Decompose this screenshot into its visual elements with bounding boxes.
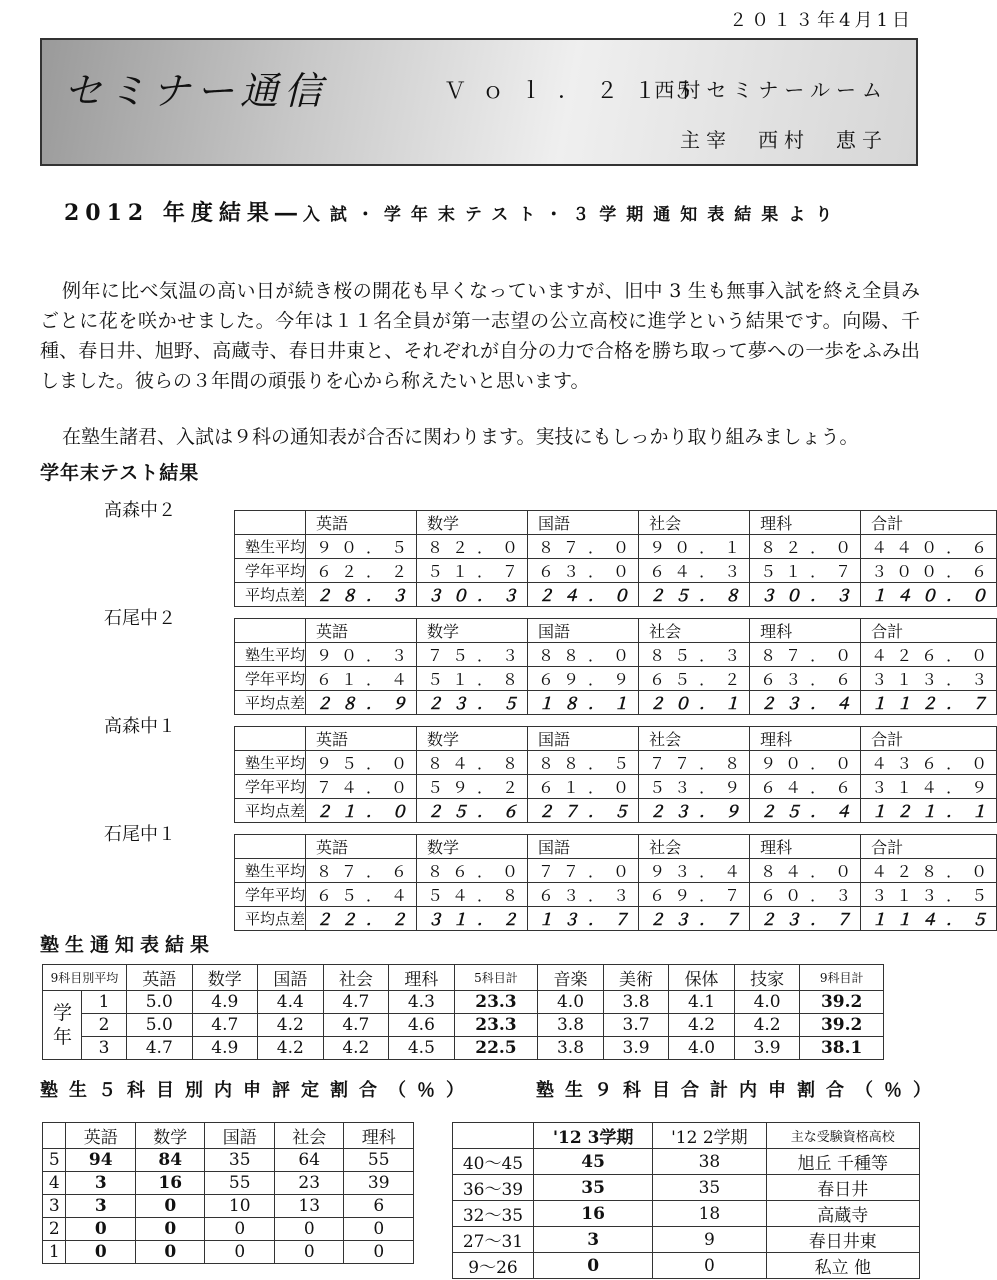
score-cell: ４３６．０	[861, 751, 997, 775]
report-cell: 4.2	[669, 1014, 735, 1037]
score-cell: ８５．３	[639, 643, 750, 667]
five-subject-cell: 39	[344, 1172, 414, 1195]
score-cell: ２８．９	[306, 691, 417, 715]
report-header: 5科目計	[454, 965, 538, 991]
score-cell: ４２６．０	[861, 643, 997, 667]
report-cell: 3.9	[603, 1037, 669, 1060]
score-cell: ６９．９	[528, 667, 639, 691]
report-cell: 4.2	[258, 1014, 324, 1037]
score-header: 社会	[639, 619, 750, 643]
term3-percent: 35	[534, 1175, 653, 1201]
report-header: 国語	[258, 965, 324, 991]
score-row	[235, 751, 997, 775]
five-header: 国語	[205, 1123, 275, 1149]
score-cell: ７７．８	[639, 751, 750, 775]
eligible-school: 高蔵寺	[766, 1201, 919, 1227]
five-subject-cell: 94	[66, 1149, 136, 1172]
score-cell: ６４．３	[639, 559, 750, 583]
score-cell: ３００．６	[861, 559, 997, 583]
chief-name: 主宰 西村 恵子	[680, 128, 888, 152]
score-cell: ６４．６	[750, 775, 861, 799]
score-row	[235, 799, 997, 823]
term2-percent: 35	[653, 1175, 766, 1201]
report-cell: 4.1	[669, 991, 735, 1014]
score-header: 国語	[528, 727, 639, 751]
five-subject-table	[42, 1122, 414, 1264]
score-header: 社会	[639, 835, 750, 859]
score-range: 32～35	[453, 1201, 534, 1227]
score-header: 数学	[417, 835, 528, 859]
five-header-corner	[43, 1123, 66, 1149]
nine-subject-header-row	[453, 1123, 920, 1149]
score-cell: ９０．０	[750, 751, 861, 775]
heading-sub: 入試・学年末テスト・３学期通知表結果より	[302, 205, 843, 225]
score-cell: ８８．０	[528, 643, 639, 667]
report-cell: 4.2	[734, 1014, 800, 1037]
five-subject-cell: 16	[135, 1172, 205, 1195]
five-header: 社会	[274, 1123, 344, 1149]
newsletter-title: セミナー通信	[64, 69, 329, 113]
score-row-label: 平均点差	[235, 907, 306, 931]
report-cell: 23.3	[454, 991, 538, 1014]
five-subject-cell: 0	[344, 1218, 414, 1241]
score-cell: ３０．３	[417, 583, 528, 607]
score-cell: ７５．３	[417, 643, 528, 667]
report-cell: 22.5	[454, 1037, 538, 1060]
term2-percent: 0	[653, 1253, 766, 1279]
five-subject-cell: 0	[344, 1241, 414, 1264]
report-header-row	[43, 965, 884, 991]
score-cell: ３１３．３	[861, 667, 997, 691]
score-cell: ９０．３	[306, 643, 417, 667]
score-cell: ８７．０	[528, 535, 639, 559]
score-range: 40～45	[453, 1149, 534, 1175]
nine-header-term2: '12 2学期	[653, 1123, 766, 1149]
nine-subject-row	[453, 1201, 920, 1227]
score-cell: ２３．４	[750, 691, 861, 715]
score-cell: ６１．４	[306, 667, 417, 691]
score-row-label: 平均点差	[235, 583, 306, 607]
score-header: 理科	[750, 511, 861, 535]
five-subject-row	[43, 1195, 414, 1218]
intro-paragraph: 例年に比べ気温の高い日が続き桜の開花も早くなっていますが、旧中 3 生も無事入試を終え全員みごとに花を咲かせました。今年は１１名全員が第一志望の公立高校に進学という結果です。向陽、千種、春日井、旭野、高蔵寺、春日井東と、それぞれが自分の力で合格を勝ち取って夢への一歩をふみ出しました。彼らの３年間の頑張りを心から称えたいと思います。	[40, 280, 920, 392]
score-cell: ２５．４	[750, 799, 861, 823]
score-cell: ６３．６	[750, 667, 861, 691]
five-subject-row	[43, 1172, 414, 1195]
five-subject-cell: 3	[66, 1172, 136, 1195]
score-cell: ８８．５	[528, 751, 639, 775]
score-cell: ２５．６	[417, 799, 528, 823]
score-cell: ８４．８	[417, 751, 528, 775]
report-cell: 39.2	[800, 991, 884, 1014]
score-cell: ２３．７	[750, 907, 861, 931]
rating-score: 2	[43, 1218, 66, 1241]
notice-paragraph: 在塾生諸君、入試は９科の通知表が合否に関わります。実技にもしっかり取り組みましょう。	[62, 426, 859, 448]
score-row	[235, 583, 997, 607]
five-subject-cell: 55	[344, 1149, 414, 1172]
report-cell: 4.2	[323, 1037, 389, 1060]
term3-percent: 45	[534, 1149, 653, 1175]
nine-subject-title: 塾生９科目合計内申割合（％）	[536, 1080, 942, 1101]
score-header: 合計	[861, 511, 997, 535]
issue-date: ２０１３年4月1日	[729, 10, 914, 31]
rating-score: 5	[43, 1149, 66, 1172]
score-row	[235, 907, 997, 931]
score-cell: ５４．８	[417, 883, 528, 907]
score-row	[235, 691, 997, 715]
score-row	[235, 559, 997, 583]
report-cell: 5.0	[127, 1014, 193, 1037]
score-cell: ８４．０	[750, 859, 861, 883]
five-subject-cell: 6	[344, 1195, 414, 1218]
five-subject-cell: 0	[66, 1241, 136, 1264]
score-header: 英語	[306, 619, 417, 643]
score-row	[235, 883, 997, 907]
report-cell: 4.5	[389, 1037, 455, 1060]
five-subject-cell: 13	[274, 1195, 344, 1218]
five-subject-cell: 64	[274, 1149, 344, 1172]
score-cell: ８２．０	[750, 535, 861, 559]
report-cell: 4.7	[323, 991, 389, 1014]
report-header: 保体	[669, 965, 735, 991]
term3-percent: 0	[534, 1253, 653, 1279]
score-cell: ６５．４	[306, 883, 417, 907]
newsletter-banner	[40, 38, 918, 166]
rating-score: 1	[43, 1241, 66, 1264]
score-cell: ７７．０	[528, 859, 639, 883]
exam-score-table	[234, 726, 997, 823]
score-cell: １１４．５	[861, 907, 997, 931]
report-row	[43, 1037, 884, 1060]
score-header-row	[235, 835, 997, 859]
score-header: 英語	[306, 727, 417, 751]
score-cell: ８６．０	[417, 859, 528, 883]
report-cell: 39.2	[800, 1014, 884, 1037]
report-cell: 4.4	[258, 991, 324, 1014]
five-subject-header-row	[43, 1123, 414, 1149]
eligible-school: 旭丘 千種等	[766, 1149, 919, 1175]
report-cell: 5.0	[127, 991, 193, 1014]
five-subject-title: 塾生５科目別内申評定割合（％）	[40, 1080, 475, 1101]
school-name: 高森中２	[104, 500, 176, 521]
grade-number: 2	[82, 1014, 127, 1037]
five-header: 英語	[66, 1123, 136, 1149]
score-header-row	[235, 511, 997, 535]
score-cell: ２０．１	[639, 691, 750, 715]
five-subject-cell: 35	[205, 1149, 275, 1172]
score-cell: ５１．８	[417, 667, 528, 691]
report-header: 美術	[603, 965, 669, 991]
score-cell: ６３．０	[528, 559, 639, 583]
report-cell: 4.2	[258, 1037, 324, 1060]
five-subject-row	[43, 1149, 414, 1172]
score-row-label: 学年平均	[235, 883, 306, 907]
score-header: 国語	[528, 619, 639, 643]
score-header: 国語	[528, 835, 639, 859]
term2-percent: 18	[653, 1201, 766, 1227]
score-cell: ５３．９	[639, 775, 750, 799]
eligible-school: 私立 他	[766, 1253, 919, 1279]
five-subject-cell: 0	[274, 1241, 344, 1264]
grade-number: 1	[82, 991, 127, 1014]
score-cell: １３．７	[528, 907, 639, 931]
report-cell: 4.0	[669, 1037, 735, 1060]
score-header: 英語	[306, 835, 417, 859]
score-row-label: 塾生平均	[235, 751, 306, 775]
grade-number: 3	[82, 1037, 127, 1060]
score-row-label: 学年平均	[235, 775, 306, 799]
report-cell: 38.1	[800, 1037, 884, 1060]
score-cell: ５１．７	[417, 559, 528, 583]
five-subject-cell: 0	[135, 1218, 205, 1241]
score-header: 国語	[528, 511, 639, 535]
exam-score-table	[234, 618, 997, 715]
five-header: 理科	[344, 1123, 414, 1149]
score-cell: ６３．３	[528, 883, 639, 907]
report-cell: 4.7	[323, 1014, 389, 1037]
report-cell: 3.9	[734, 1037, 800, 1060]
report-header: 9科目計	[800, 965, 884, 991]
five-subject-cell: 3	[66, 1195, 136, 1218]
score-row	[235, 643, 997, 667]
report-header: 理科	[389, 965, 455, 991]
nine-header-schools: 主な受験資格高校	[766, 1123, 919, 1149]
rating-score: 3	[43, 1195, 66, 1218]
score-cell: ９３．４	[639, 859, 750, 883]
score-cell: ４２８．０	[861, 859, 997, 883]
score-cell: ５１．７	[750, 559, 861, 583]
term3-percent: 3	[534, 1227, 653, 1253]
grade-label-text: 学年	[53, 1002, 73, 1048]
score-row	[235, 775, 997, 799]
nine-subject-row	[453, 1149, 920, 1175]
score-cell: ２２．２	[306, 907, 417, 931]
score-header: 数学	[417, 727, 528, 751]
report-cell: 4.0	[734, 991, 800, 1014]
score-range: 36～39	[453, 1175, 534, 1201]
five-subject-cell: 10	[205, 1195, 275, 1218]
nine-subject-row	[453, 1175, 920, 1201]
score-header: 理科	[750, 727, 861, 751]
score-cell: ３１４．９	[861, 775, 997, 799]
report-cell: 4.9	[192, 991, 258, 1014]
five-subject-row	[43, 1218, 414, 1241]
score-header	[235, 727, 306, 751]
score-header-row	[235, 727, 997, 751]
report-cell: 3.8	[538, 1037, 604, 1060]
exam-score-table	[234, 834, 997, 931]
school-name: 石尾中１	[104, 824, 176, 845]
score-row	[235, 859, 997, 883]
eligible-school: 春日井東	[766, 1227, 919, 1253]
report-header: 英語	[127, 965, 193, 991]
score-cell: ５９．２	[417, 775, 528, 799]
score-row-label: 平均点差	[235, 691, 306, 715]
score-cell: １１２．７	[861, 691, 997, 715]
score-cell: ２８．３	[306, 583, 417, 607]
eligible-school: 春日井	[766, 1175, 919, 1201]
score-cell: ８７．０	[750, 643, 861, 667]
term2-percent: 38	[653, 1149, 766, 1175]
report-cell: 4.9	[192, 1037, 258, 1060]
score-row-label: 塾生平均	[235, 859, 306, 883]
score-cell: １２１．１	[861, 799, 997, 823]
score-cell: ６２．２	[306, 559, 417, 583]
score-header: 英語	[306, 511, 417, 535]
score-cell: ３１３．５	[861, 883, 997, 907]
five-subject-cell: 0	[135, 1195, 205, 1218]
score-header: 合計	[861, 619, 997, 643]
score-row-label: 平均点差	[235, 799, 306, 823]
five-subject-cell: 0	[66, 1218, 136, 1241]
score-row-label: 学年平均	[235, 667, 306, 691]
score-header: 社会	[639, 511, 750, 535]
report-corner-label: 9科目別平均	[43, 965, 127, 991]
score-cell: ２１．０	[306, 799, 417, 823]
score-header	[235, 619, 306, 643]
score-header: 理科	[750, 835, 861, 859]
school-name: 石尾中２	[104, 608, 176, 629]
score-cell: ４４０．６	[861, 535, 997, 559]
score-row	[235, 535, 997, 559]
report-cell: 4.7	[192, 1014, 258, 1037]
score-header: 社会	[639, 727, 750, 751]
score-cell: ６９．７	[639, 883, 750, 907]
score-cell: ６５．２	[639, 667, 750, 691]
report-header: 数学	[192, 965, 258, 991]
score-cell: ２７．５	[528, 799, 639, 823]
heading-main: 2012 年度結果―	[64, 200, 303, 226]
score-cell: ８７．６	[306, 859, 417, 883]
report-header: 音楽	[538, 965, 604, 991]
score-cell: ２５．８	[639, 583, 750, 607]
score-cell: ７４．０	[306, 775, 417, 799]
rating-score: 4	[43, 1172, 66, 1195]
five-subject-cell: 0	[135, 1241, 205, 1264]
report-header: 技家	[734, 965, 800, 991]
score-range: 9～26	[453, 1253, 534, 1279]
report-cell: 4.3	[389, 991, 455, 1014]
score-row-label: 塾生平均	[235, 535, 306, 559]
score-cell: ３０．３	[750, 583, 861, 607]
school-name: 高森中１	[104, 716, 176, 737]
score-cell: ９０．５	[306, 535, 417, 559]
score-range: 27～31	[453, 1227, 534, 1253]
volume-number: Ｖｏｌ．２１５	[444, 79, 711, 104]
report-header: 社会	[323, 965, 389, 991]
term2-percent: 9	[653, 1227, 766, 1253]
nine-subject-row	[453, 1253, 920, 1279]
grade-label	[43, 991, 82, 1060]
five-subject-cell: 23	[274, 1172, 344, 1195]
organization-name: 西村セミナールーム	[654, 78, 888, 102]
score-header: 数学	[417, 511, 528, 535]
score-cell: ２３．９	[639, 799, 750, 823]
five-subject-cell: 55	[205, 1172, 275, 1195]
five-subject-cell: 0	[205, 1241, 275, 1264]
five-subject-cell: 84	[135, 1149, 205, 1172]
report-section-title: 塾生通知表結果	[40, 934, 216, 956]
nine-subject-table	[452, 1122, 920, 1279]
five-subject-row	[43, 1241, 414, 1264]
score-cell: ９０．１	[639, 535, 750, 559]
score-header: 合計	[861, 727, 997, 751]
report-cell: 4.6	[389, 1014, 455, 1037]
score-row-label: 学年平均	[235, 559, 306, 583]
score-cell: ６０．３	[750, 883, 861, 907]
five-subject-cell: 0	[274, 1218, 344, 1241]
report-card-table	[42, 964, 884, 1060]
score-cell: ２３．５	[417, 691, 528, 715]
score-cell: ６１．０	[528, 775, 639, 799]
score-cell: ３１．２	[417, 907, 528, 931]
exam-score-table	[234, 510, 997, 607]
score-header	[235, 835, 306, 859]
report-cell: 4.7	[127, 1037, 193, 1060]
score-cell: ２３．７	[639, 907, 750, 931]
score-cell: １８．１	[528, 691, 639, 715]
nine-header-corner	[453, 1123, 534, 1149]
score-cell: ９５．０	[306, 751, 417, 775]
score-header-row	[235, 619, 997, 643]
report-cell: 3.7	[603, 1014, 669, 1037]
score-row-label: 塾生平均	[235, 643, 306, 667]
nine-header-term3: '12 3学期	[534, 1123, 653, 1149]
report-row	[43, 991, 884, 1014]
term3-percent: 16	[534, 1201, 653, 1227]
report-cell: 3.8	[603, 991, 669, 1014]
report-cell: 4.0	[538, 991, 604, 1014]
score-cell: １４０．０	[861, 583, 997, 607]
exam-section-title: 学年末テスト結果	[40, 462, 200, 484]
report-cell: 23.3	[454, 1014, 538, 1037]
score-header: 合計	[861, 835, 997, 859]
score-header: 数学	[417, 619, 528, 643]
score-row	[235, 667, 997, 691]
score-header: 理科	[750, 619, 861, 643]
five-subject-cell: 0	[205, 1218, 275, 1241]
score-cell: ２４．０	[528, 583, 639, 607]
report-row	[43, 1014, 884, 1037]
nine-subject-row	[453, 1227, 920, 1253]
five-header: 数学	[135, 1123, 205, 1149]
score-header	[235, 511, 306, 535]
report-cell: 3.8	[538, 1014, 604, 1037]
article-heading	[64, 196, 842, 227]
score-cell: ８２．０	[417, 535, 528, 559]
